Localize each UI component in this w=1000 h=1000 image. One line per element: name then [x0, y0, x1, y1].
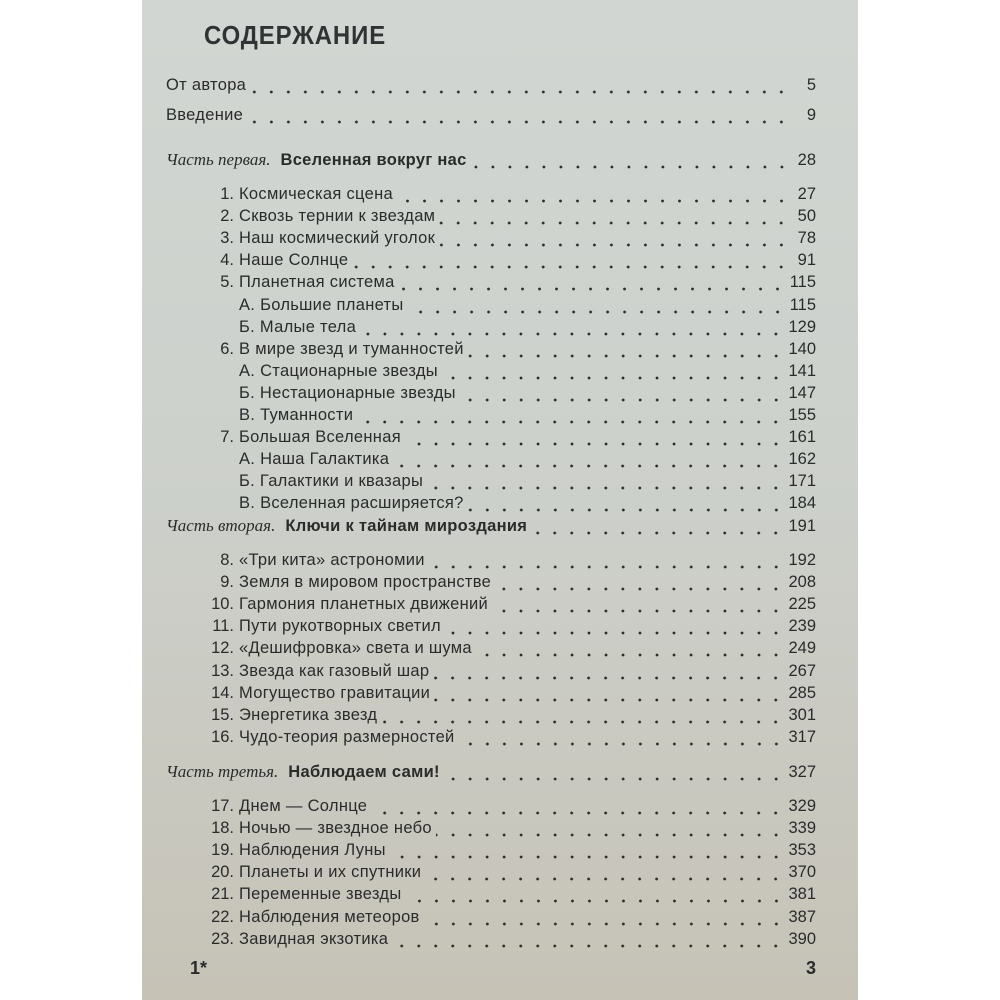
- entry-page: 192: [788, 551, 816, 569]
- part-heading: [166, 760, 816, 782]
- part-label: Часть третья.: [166, 762, 279, 781]
- chapter-entry: [198, 226, 816, 248]
- chapter-number: 1.: [220, 185, 234, 203]
- chapter-number: 11.: [212, 617, 234, 636]
- dot-leader: [459, 727, 785, 747]
- entry-page: 339: [788, 819, 816, 838]
- dot-leader: [399, 272, 786, 292]
- entry-title: Наблюдения метеоров: [239, 907, 420, 926]
- dot-leader: [439, 228, 790, 248]
- entry-title: Большая Вселенная: [239, 428, 401, 447]
- dot-leader: [433, 661, 784, 681]
- dot-leader: [425, 862, 784, 882]
- chapter-entry: [198, 860, 816, 882]
- part-label: Часть первая.: [166, 150, 271, 169]
- toc-entry: [166, 103, 816, 125]
- section-entry: [198, 293, 816, 315]
- entry-page: 162: [788, 450, 816, 469]
- chapter-number: 22.: [211, 907, 234, 926]
- chapter-number: 8.: [220, 551, 234, 569]
- chapter-number: 15.: [211, 705, 234, 724]
- entry-page: 27: [797, 185, 816, 203]
- chapter-number: 4.: [220, 251, 234, 270]
- entry-title: Планеты и их спутники: [239, 863, 422, 882]
- entry-title: Планетная система: [239, 273, 395, 292]
- entry-page: 115: [789, 273, 816, 292]
- entry-page: 225: [788, 595, 816, 614]
- dot-leader: [357, 405, 784, 425]
- entry-title: В. Туманности: [239, 406, 354, 424]
- dot-leader: [371, 796, 784, 816]
- entry-page: 171: [788, 472, 816, 491]
- entry-title: Энергетика звезд: [239, 705, 378, 724]
- chapter-entry: [198, 636, 816, 658]
- chapter-number: 17.: [211, 797, 234, 815]
- chapter-entry: [198, 182, 816, 204]
- dot-leader: [436, 818, 785, 838]
- book-page: [142, 0, 858, 1000]
- dot-leader: [434, 683, 784, 703]
- chapter-number: 20.: [211, 863, 234, 882]
- entry-page: 387: [788, 907, 816, 926]
- entry-title: От автора: [166, 76, 247, 94]
- part-page: 28: [797, 151, 816, 169]
- dot-leader: [468, 493, 785, 513]
- entry-page: 184: [788, 494, 816, 513]
- entry-page: 239: [788, 617, 816, 636]
- dot-leader: [445, 616, 784, 636]
- chapter-entry: [198, 592, 816, 614]
- part-heading: [166, 514, 816, 536]
- dot-leader: [250, 75, 790, 95]
- entry-page: 267: [788, 661, 816, 680]
- entry-title: Земля в мировом пространстве: [239, 573, 492, 592]
- dot-leader: [360, 317, 784, 337]
- dot-leader: [247, 105, 790, 125]
- entry-page: 147: [788, 383, 816, 402]
- dot-leader: [397, 184, 790, 204]
- dot-leader: [471, 150, 790, 170]
- chapter-entry: [198, 681, 816, 703]
- entry-title: Наше Солнце: [239, 251, 349, 270]
- entry-title: Завидная экзотика: [239, 929, 389, 948]
- chapter-entry: [198, 204, 816, 226]
- toc-entry: [166, 73, 816, 95]
- dot-leader: [352, 250, 790, 270]
- section-entry: [198, 447, 816, 469]
- entry-title: Днем — Солнце: [239, 797, 368, 815]
- entry-page: 381: [788, 885, 816, 904]
- dot-leader: [427, 471, 784, 491]
- entry-page: 140: [788, 339, 816, 358]
- chapter-entry: [198, 927, 816, 949]
- chapter-number: 19.: [211, 841, 234, 860]
- dot-leader: [381, 705, 784, 725]
- entry-page: 91: [797, 251, 816, 270]
- part-label: Часть вторая.: [166, 516, 276, 535]
- entry-title: Ночью — звездное небо: [239, 819, 432, 838]
- chapter-entry: [198, 838, 816, 860]
- dot-leader: [531, 516, 784, 536]
- chapter-number: 3.: [220, 229, 234, 248]
- entry-page: 141: [788, 361, 816, 380]
- chapter-entry: [198, 548, 816, 570]
- entry-page: 208: [788, 573, 816, 592]
- chapter-number: 7.: [220, 428, 234, 447]
- signature-mark: 1*: [190, 958, 208, 978]
- entry-page: 353: [788, 841, 816, 860]
- dot-leader: [460, 383, 785, 403]
- dot-leader: [495, 572, 784, 592]
- entry-page: 161: [788, 428, 816, 447]
- chapter-number: 9.: [220, 573, 234, 592]
- dot-leader: [444, 762, 785, 782]
- dot-leader: [439, 206, 790, 226]
- chapter-entry: [198, 905, 816, 927]
- dot-leader: [408, 295, 786, 315]
- chapter-entry: [198, 882, 816, 904]
- entry-title: Введение: [166, 106, 244, 124]
- entry-page: 390: [788, 929, 816, 948]
- entry-title: А. Наша Галактика: [239, 450, 390, 469]
- page-title: СОДЕРЖАНИЕ: [204, 20, 387, 50]
- entry-page: 5: [806, 76, 816, 94]
- entry-title: Б. Нестационарные звезды: [239, 383, 456, 402]
- chapter-number: 21.: [211, 885, 234, 904]
- entry-title: Чудо-теория размерностей: [239, 727, 455, 746]
- chapter-entry: [198, 614, 816, 636]
- chapter-number: 5.: [220, 273, 234, 292]
- dot-leader: [405, 427, 785, 447]
- page-number: 3: [805, 958, 816, 978]
- entry-page: 249: [788, 639, 816, 658]
- entry-title: Б. Галактики и квазары: [239, 472, 424, 491]
- entry-page: 115: [789, 295, 816, 314]
- dot-leader: [429, 550, 785, 570]
- dot-leader: [424, 907, 785, 927]
- chapter-entry: [198, 725, 816, 747]
- entry-title: Наблюдения Луны: [239, 841, 386, 860]
- entry-page: 370: [788, 863, 816, 882]
- chapter-number: 23.: [211, 929, 234, 948]
- part-page: 327: [788, 763, 816, 781]
- entry-page: 155: [788, 406, 816, 424]
- chapter-entry: [198, 659, 816, 681]
- chapter-entry: [198, 337, 816, 359]
- entry-title: Гармония планетных движений: [239, 595, 489, 614]
- entry-title: В. Вселенная расширяется?: [239, 494, 464, 513]
- entry-title: Звезда как газовый шар: [239, 661, 430, 680]
- chapter-number: 12.: [211, 639, 234, 658]
- chapter-entry: [198, 425, 816, 447]
- entry-page: 329: [788, 797, 816, 815]
- entry-title: А. Большие планеты: [239, 295, 404, 314]
- entry-title: В мире звезд и туманностей: [239, 339, 464, 358]
- dot-leader: [406, 884, 785, 904]
- entry-title: А. Стационарные звезды: [239, 361, 438, 380]
- section-entry: [198, 315, 816, 337]
- entry-title: Космическая сцена: [239, 185, 393, 203]
- entry-title: Сквозь тернии к звездам: [239, 207, 436, 226]
- chapter-number: 6.: [220, 339, 234, 358]
- section-entry: [198, 359, 816, 381]
- dot-leader: [492, 594, 784, 614]
- dot-leader: [468, 339, 785, 359]
- part-heading: [166, 148, 816, 170]
- entry-page: 317: [788, 727, 816, 746]
- entry-page: 50: [797, 207, 816, 226]
- part-title: Вселенная вокруг нас: [280, 151, 467, 169]
- dot-leader: [442, 361, 785, 381]
- section-entry: [198, 491, 816, 513]
- entry-page: 78: [797, 229, 816, 248]
- chapter-number: 10.: [211, 595, 234, 614]
- chapter-number: 2.: [220, 207, 234, 226]
- part-title: Наблюдаем сами!: [288, 763, 440, 781]
- chapter-entry: [198, 270, 816, 292]
- entry-title: Пути рукотворных светил: [239, 617, 441, 636]
- chapter-number: 18.: [211, 819, 234, 838]
- section-entry: [198, 469, 816, 491]
- entry-title: Переменные звезды: [239, 885, 402, 904]
- entry-title: Наш космический уголок: [239, 229, 436, 248]
- entry-title: «Дешифровка» света и шума: [239, 639, 472, 658]
- entry-page: 301: [788, 705, 816, 724]
- chapter-number: 14.: [211, 683, 234, 702]
- entry-title: Б. Малые тела: [239, 317, 357, 336]
- section-entry: [198, 403, 816, 425]
- entry-page: 9: [806, 106, 816, 124]
- part-title: Ключи к тайнам мироздания: [285, 517, 528, 535]
- chapter-entry: [198, 816, 816, 838]
- entry-page: 129: [788, 317, 816, 336]
- chapter-entry: [198, 794, 816, 816]
- entry-page: 285: [788, 683, 816, 702]
- chapter-entry: [198, 248, 816, 270]
- entry-title: «Три кита» астрономии: [239, 551, 425, 569]
- chapter-entry: [198, 570, 816, 592]
- chapter-number: 13.: [211, 661, 234, 680]
- section-entry: [198, 381, 816, 403]
- dot-leader: [390, 840, 785, 860]
- dot-leader: [393, 449, 784, 469]
- dot-leader: [392, 929, 784, 949]
- part-page: 191: [788, 517, 816, 535]
- entry-title: Могущество гравитации: [239, 683, 431, 702]
- dot-leader: [476, 638, 785, 658]
- chapter-number: 16.: [211, 727, 234, 746]
- chapter-entry: [198, 703, 816, 725]
